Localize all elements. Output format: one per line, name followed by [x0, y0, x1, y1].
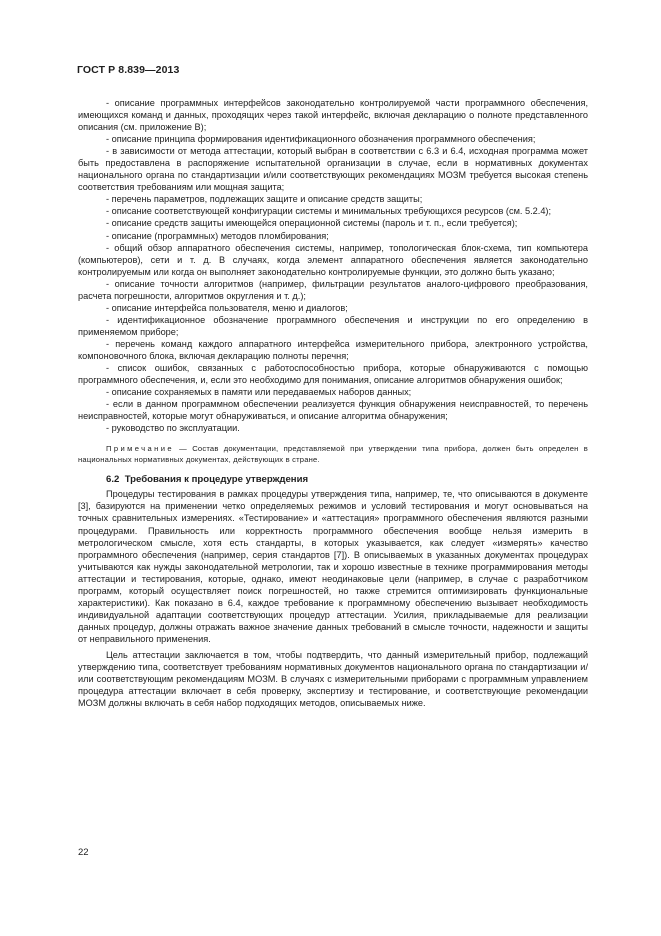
list-item: - описание средств защиты имеющейся операционной системы (пароль и т. п., если требуется); — [106, 218, 518, 229]
note-text: — Состав документации, представляемой при утверждении типа прибора, должен быть определен в национальных нормативных документах, действующих в стране. — [78, 444, 588, 465]
list-item: - перечень команд каждого аппаратного интерфейса измерительного прибора, электронного устройства, компоновочного блока, включая декларацию полноты перечня; — [78, 338, 588, 361]
list-item: - описание интерфейса пользователя, меню и диалогов; — [106, 302, 348, 313]
body-paragraph: Цель аттестации заключается в том, чтобы подтвердить, что данный измерительный прибор, подлежащий утверждению типа, соответствует требованиям нормативных документов национального органа по стандартизации и/или соответствующим рекомендациям МОЗМ. В случаях с измерительными приборами с программным управлением процедура аттестации включает в себя проверку, экспертизу и тестирование, и соответствующие рекомендации МОЗМ должны включать в себя набор подходящих методов, описываемых ниже. — [78, 649, 588, 709]
document-header: ГОСТ Р 8.839—2013 — [77, 64, 180, 76]
list-item: - перечень параметров, подлежащих защите и описание средств защиты; — [106, 194, 423, 205]
section-heading — [78, 474, 588, 486]
list-item: - описание (программных) методов пломбирования; — [106, 230, 329, 241]
note-label: Примечание — [106, 444, 174, 454]
note — [78, 443, 588, 465]
list-item: - описание точности алгоритмов (например, фильтрации результатов аналого-цифрового преобразования, расчета погрешности, алгоритмов округления и т. д.); — [78, 278, 588, 301]
list-item: - руководство по эксплуатации. — [106, 423, 240, 434]
section-title: Требования к процедуре утверждения — [124, 474, 309, 486]
body-paragraph: Процедуры тестирования в рамках процедуры утверждения типа, например, те, что описываются в документе [3], базируются на применении четко определяемых режимов и условий тестирования и могут основываться на точных сравнительных измерениях. «Тестирование» и «аттестация» программного обеспечения являются разными процедурами. Правильность или корректность программного обеспечения вообще нельзя измерить в метрологическом смысле, хотя есть стандарты, в которых указывается, как следует «измерять» качество программного обеспечения (например, серия стандартов [7]). В описываемых в указанных документах процедурах учитываются как нужды законодательной метрологии, так и хорошо известные в технике программирования методы аттестации и тестирования, которые, однако, имеют неодинаковые цели (например, в случае с разработчиком программ, который осуществляет поиск погрешностей, но также стремится оптимизировать функциональные характеристики). Как показано в 6.4, каждое требование к программному обеспечению вызывает необходимость индивидуальной адаптации соответствующих процедур аттестации. Усилия, прикладываемые для реализации данных процедур, должны отражать важное значение данных требований в смысле точности, надежности и защиты от неправильного применения. — [78, 489, 588, 644]
list-item: - описание соответствующей конфигурации системы и минимальных требующихся ресурсов (см. 5.2.4); — [106, 206, 552, 217]
page-number: 22 — [78, 847, 89, 858]
page-content — [78, 97, 588, 709]
list-item: - в зависимости от метода аттестации, который выбран в соответствии с 6.3 и 6.4, исходная программа может быть предоставлена в распоряжение испытательной организации в случае, если в нормативных документах национального органа по стандартизации и/или соответствующих рекомендациях МОЗМ требуется высокая степень соответствия требованиям или мощная защита; — [78, 146, 588, 193]
list-item: - список ошибок, связанных с работоспособностью прибора, которые обнаруживаются с помощью программного обеспечения, и, если это необходимо для понимания, описание алгоритмов обнаружения ошибок; — [78, 363, 588, 386]
list-item: - если в данном программном обеспечении реализуется функция обнаружения неисправностей, то перечень неисправностей, которые могут обнаруживаться, и описание алгоритма обнаружения; — [78, 399, 588, 422]
section-number: 6.2 — [106, 474, 120, 486]
list-item: - описание программных интерфейсов законодательно контролируемой части программного обеспечения, имеющихся команд и данных, проходящих через такой интерфейс, включая декларацию о полноте представленного описания (см. приложение В); — [78, 98, 588, 133]
list-item: - общий обзор аппаратного обеспечения системы, например, топологическая блок-схема, тип компьютера (компьютеров), сети и т. д. В случаях, когда элемент аппаратного обеспечения является законодательно контролируемым или когда он выполняет законодательно контролируемые функции, это должно быть указано; — [78, 242, 588, 277]
list-item: - идентификационное обозначение программного обеспечения и инструкции по его определению в применяемом приборе; — [78, 314, 588, 337]
list-item: - описание принципа формирования идентификационного обозначения программного обеспечения; — [106, 134, 536, 145]
list-item: - описание сохраняемых в памяти или передаваемых наборов данных; — [106, 387, 412, 398]
